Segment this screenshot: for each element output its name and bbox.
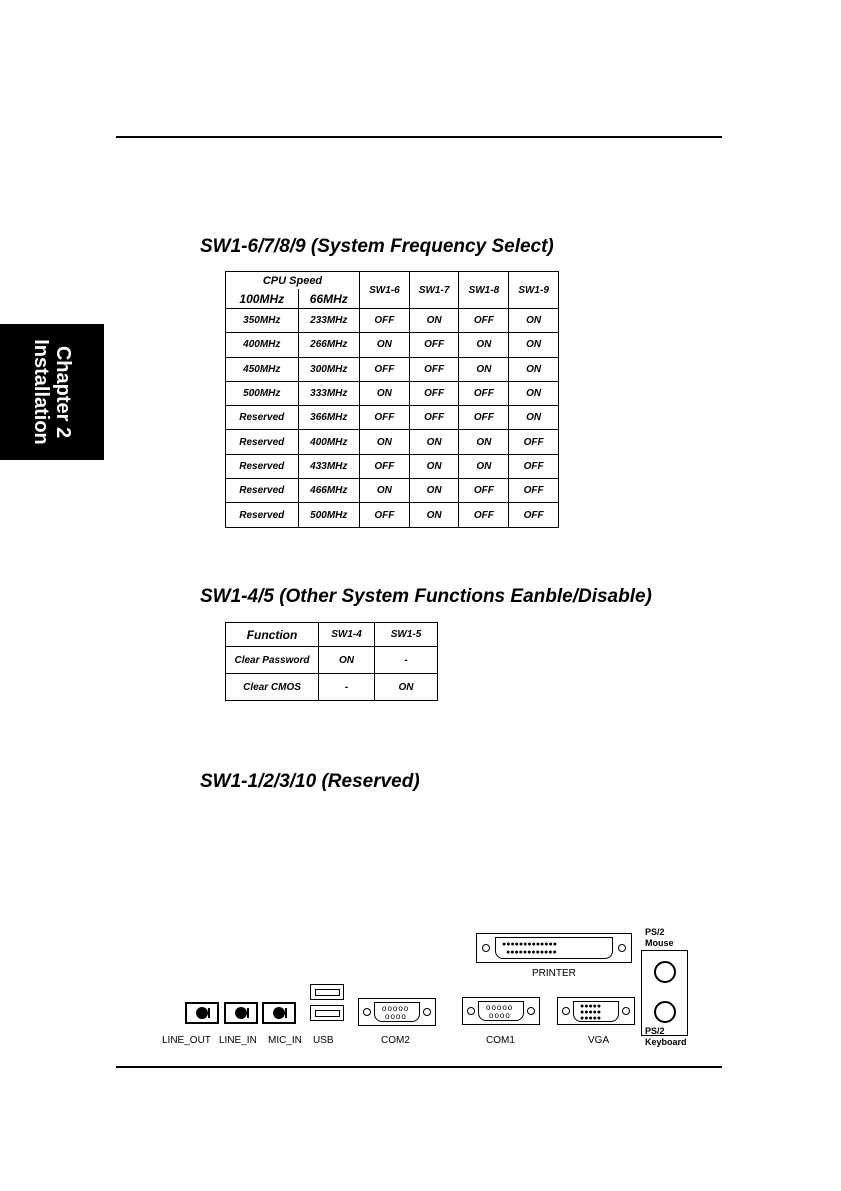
com1-label: COM1 [486,1035,515,1046]
table-cell: ON [409,479,459,503]
table-cell: OFF [409,357,459,381]
ps2-keyboard-label: PS/2 Keyboard [645,1026,687,1047]
table-cell: OFF [509,479,559,503]
printer-connector: ●●●●●●●●●●●●● ●●●●●●●●●●●● [476,933,632,963]
table-row [226,309,559,333]
table-cell: Reserved [226,503,299,527]
table-cell: ON [319,647,375,674]
table-cell: OFF [509,430,559,454]
table-cell: ON [360,430,410,454]
ps2-keyboard-port [654,1001,676,1023]
com2-label: COM2 [381,1035,410,1046]
bottom-rule [116,1066,722,1068]
table-row [226,406,559,430]
table-cell: ON [409,503,459,527]
table-cell: ON [509,357,559,381]
table-cell: OFF [509,454,559,478]
chapter-label: Chapter 2 [52,345,74,439]
table-cell: ON [409,309,459,333]
line-in-jack [224,1002,258,1024]
ps2-ports-box [641,950,688,1036]
table-cell: Clear CMOS [226,674,319,701]
table-row [226,357,559,381]
ps2-mouse-port [654,961,676,983]
table-cell: OFF [409,406,459,430]
table-row [226,454,559,478]
table-cell: ON [360,333,410,357]
table-cell: 266MHz [298,333,359,357]
vga-connector: ●●●●● ●●●●● ●●●●● [557,997,635,1025]
usb-port-bottom [310,1005,344,1021]
table-cell: OFF [360,406,410,430]
table-cell: OFF [459,479,509,503]
table-row [226,479,559,503]
table-row [226,503,559,527]
table-cell: Clear Password [226,647,319,674]
table-cell: Reserved [226,454,299,478]
table-cell: 466MHz [298,479,359,503]
ps2-mouse-label: PS/2 Mouse [645,927,674,948]
table-cell: 450MHz [226,357,299,381]
line-in-label: LINE_IN [219,1035,257,1046]
table-cell: ON [509,333,559,357]
table-cell: OFF [459,309,509,333]
table-cell: Reserved [226,406,299,430]
mic-in-label: MIC_IN [268,1035,302,1046]
table-cell: ON [409,430,459,454]
table-cell: OFF [459,503,509,527]
com1-connector: ooooo oooo [462,997,540,1025]
table-cell: ON [360,479,410,503]
table-cell: ON [509,381,559,405]
col-header: SW1-6 [360,272,410,309]
table-cell: OFF [509,503,559,527]
table-cell: - [319,674,375,701]
table-cell: OFF [360,503,410,527]
usb-port-top [310,984,344,1000]
table-cell: ON [459,333,509,357]
table-cell: 333MHz [298,381,359,405]
reserved-heading: SW1-1/2/3/10 (Reserved) [200,771,420,792]
usb-label: USB [313,1035,334,1046]
function-table [225,622,438,701]
table-cell: Reserved [226,479,299,503]
table-cell: OFF [459,381,509,405]
table-cell: 300MHz [298,357,359,381]
top-rule [116,136,722,138]
table-cell: ON [509,406,559,430]
table-cell: ON [409,454,459,478]
mic-in-jack [262,1002,296,1024]
table-cell: 400MHz [226,333,299,357]
table-cell: ON [509,309,559,333]
table-cell: 400MHz [298,430,359,454]
printer-label: PRINTER [532,968,576,979]
func-heading: SW1-4/5 (Other System Functions Eanble/Disable) [200,586,652,607]
func-col-header: SW1-5 [375,623,438,647]
mhz100-header: 100MHz [226,289,299,309]
table-row [226,674,438,701]
table-cell: - [375,647,438,674]
mhz66-header: 66MHz [298,289,359,309]
table-cell: OFF [409,333,459,357]
table-cell: ON [360,381,410,405]
func-col-header: Function [226,623,319,647]
func-col-header: SW1-4 [319,623,375,647]
freq-heading: SW1-6/7/8/9 (System Frequency Select) [200,236,554,257]
table-cell: 500MHz [298,503,359,527]
line-out-jack [185,1002,219,1024]
section-label: Installation [30,339,52,445]
table-cell: 350MHz [226,309,299,333]
table-cell: ON [459,357,509,381]
vga-label: VGA [588,1035,610,1046]
col-header: SW1-7 [409,272,459,309]
com2-connector: ooooo oooo [358,998,436,1026]
table-row [226,430,559,454]
table-row [226,381,559,405]
table-cell: Reserved [226,430,299,454]
frequency-table [225,271,559,528]
table-cell: ON [459,430,509,454]
line-out-label: LINE_OUT [162,1035,211,1046]
table-cell: 433MHz [298,454,359,478]
table-row [226,333,559,357]
col-header: SW1-9 [509,272,559,309]
table-cell: 500MHz [226,381,299,405]
table-cell: OFF [360,357,410,381]
table-cell: ON [375,674,438,701]
table-cell: OFF [409,381,459,405]
chapter-tab-text [30,339,74,445]
table-cell: OFF [360,309,410,333]
table-cell: 233MHz [298,309,359,333]
col-header: SW1-8 [459,272,509,309]
table-cell: OFF [459,406,509,430]
table-cell: 366MHz [298,406,359,430]
table-cell: ON [459,454,509,478]
table-cell: OFF [360,454,410,478]
cpu-speed-header: CPU Speed [226,272,360,290]
table-row [226,647,438,674]
